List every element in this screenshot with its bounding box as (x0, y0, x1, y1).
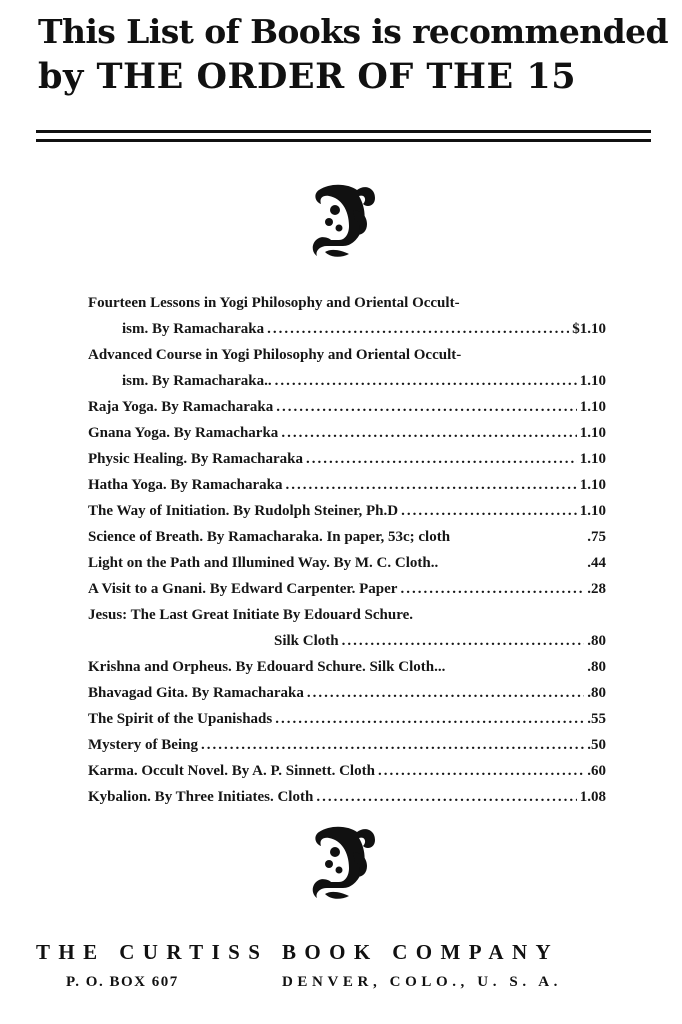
list-item (88, 394, 606, 420)
list-item (88, 602, 606, 628)
dot-leader (281, 420, 576, 446)
book-price: .80 (587, 633, 606, 649)
list-item (88, 420, 606, 446)
list-item (88, 758, 606, 784)
book-title: The Way of Initiation. By Rudolph Steiner, Ph.D (88, 503, 399, 519)
book-title: Krishna and Orpheus. By Edouard Schure. Silk Cloth... (88, 659, 446, 675)
list-item-continuation (88, 368, 606, 394)
dot-leader (400, 576, 584, 602)
book-title-continuation: ism. By Ramacharaka (122, 321, 265, 337)
book-price: 1.10 (579, 451, 606, 467)
book-price: .55 (587, 711, 606, 727)
list-item (88, 706, 606, 732)
book-price: 1.10 (579, 399, 606, 415)
book-price: 1.10 (579, 425, 606, 441)
list-item (88, 654, 606, 680)
book-price: .44 (587, 555, 606, 571)
book-price: 1.10 (579, 477, 606, 493)
dot-leader (275, 368, 577, 394)
book-title: Karma. Occult Novel. By A. P. Sinnett. Cloth (88, 763, 375, 779)
book-title: Science of Breath. By Ramacharaka. In paper, 53c; cloth (88, 529, 451, 545)
book-title: Gnana Yoga. By Ramacharka (88, 425, 279, 441)
book-price: 1.10 (579, 373, 606, 389)
book-price: .50 (587, 737, 606, 753)
book-price: 1.10 (579, 503, 606, 519)
dot-leader (306, 446, 577, 472)
book-title: Light on the Path and Illumined Way. By M. C. Cloth.. (88, 555, 439, 571)
book-title: Bhavagad Gita. By Ramacharaka (88, 685, 304, 701)
book-price: 1.08 (579, 789, 606, 805)
dot-leader (267, 316, 569, 342)
list-item (88, 576, 606, 602)
book-title: Jesus: The Last Great Initiate By Edouard Schure. (88, 607, 414, 623)
floral-letter-ornament-icon (305, 822, 385, 902)
list-item (88, 550, 606, 576)
book-title: A Visit to a Gnani. By Edward Carpenter. Paper (88, 581, 398, 597)
book-title: Raja Yoga. By Ramacharaka (88, 399, 274, 415)
book-title: Physic Healing. By Ramacharaka (88, 451, 304, 467)
publisher-po-box: P. O. BOX 607 (66, 974, 179, 990)
list-item-continuation (88, 316, 606, 342)
book-title-continuation: Silk Cloth (274, 633, 339, 649)
list-item (88, 680, 606, 706)
dot-leader (307, 680, 584, 706)
floral-letter-ornament-icon (305, 180, 385, 260)
book-title: The Spirit of the Upanishads (88, 711, 273, 727)
dot-leader (316, 784, 576, 810)
double-rule-bottom (36, 139, 651, 142)
dot-leader (401, 498, 577, 524)
dot-leader (342, 628, 585, 654)
book-title: Kybalion. By Three Initiates. Cloth (88, 789, 314, 805)
dot-leader (285, 472, 576, 498)
book-price: .28 (587, 581, 606, 597)
book-price: .60 (587, 763, 606, 779)
dot-leader (276, 394, 576, 420)
list-item (88, 342, 606, 368)
list-item (88, 472, 606, 498)
double-rule-top (36, 130, 651, 133)
book-title-continuation: ism. By Ramacharaka.. (122, 373, 272, 389)
list-item (88, 524, 606, 550)
list-item (88, 446, 606, 472)
header-line-1: This List of Books is recommended (38, 12, 669, 51)
list-item (88, 732, 606, 758)
list-item (88, 290, 606, 316)
list-item (88, 784, 606, 810)
list-item-continuation (88, 628, 606, 654)
publisher-name: THE CURTISS BOOK COMPANY (36, 940, 560, 964)
book-price: $1.10 (572, 321, 606, 337)
list-item (88, 498, 606, 524)
book-list (88, 290, 606, 810)
dot-leader (378, 758, 584, 784)
publisher-location: DENVER, COLO., U. S. A. (282, 974, 562, 990)
book-title: Fourteen Lessons in Yogi Philosophy and Oriental Occult- (88, 295, 460, 311)
book-price: .80 (587, 685, 606, 701)
book-title: Hatha Yoga. By Ramacharaka (88, 477, 283, 493)
header-line-2: by THE ORDER OF THE 15 (38, 56, 577, 97)
book-price: .80 (587, 659, 606, 675)
dot-leader (201, 732, 584, 758)
book-title: Advanced Course in Yogi Philosophy and Oriental Occult- (88, 347, 462, 363)
book-title: Mystery of Being (88, 737, 198, 753)
dot-leader (275, 706, 584, 732)
book-price: .75 (587, 529, 606, 545)
